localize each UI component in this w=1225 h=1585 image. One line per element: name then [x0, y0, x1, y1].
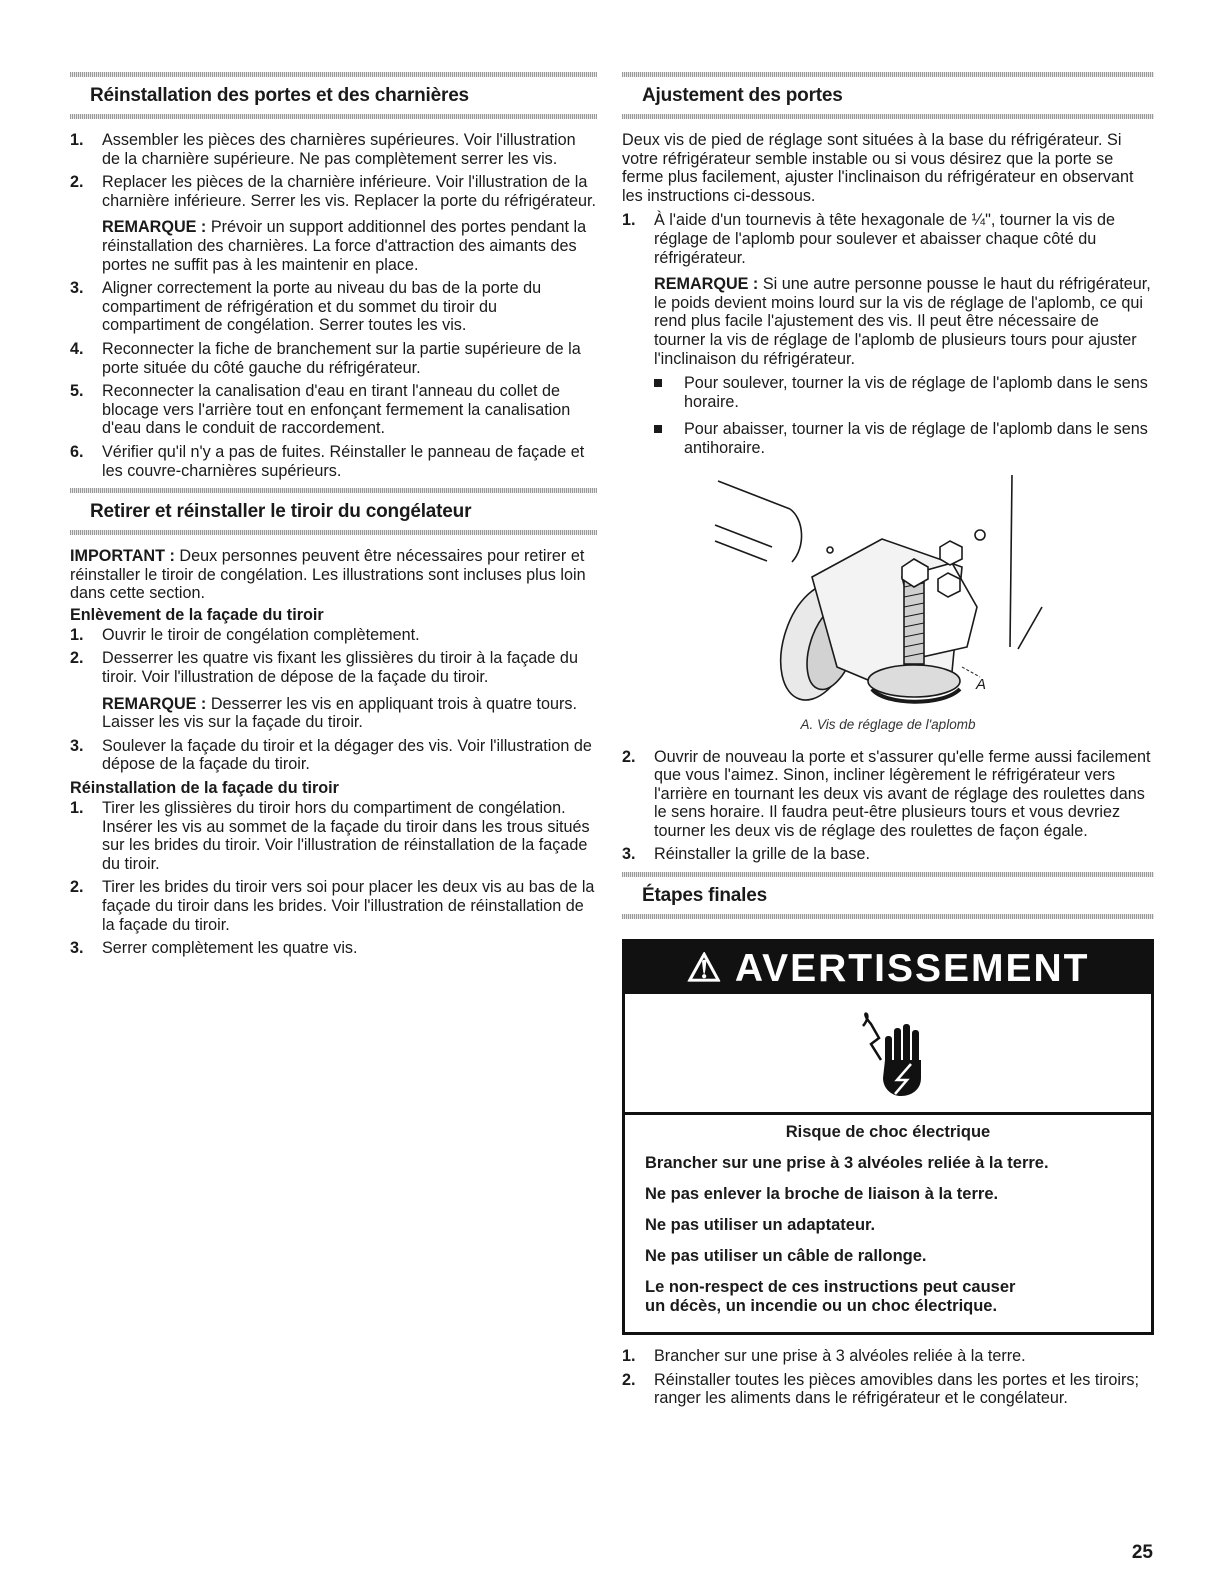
drawer-reinstall-steps — [70, 799, 597, 958]
section-rule — [70, 530, 597, 535]
list-item — [70, 340, 597, 377]
step-text: Reconnecter la canalisation d'eau en tirant l'anneau du collet de blocage vers l'arrière tout en enfonçant fermement la canalisation d'eau dans le conduit de raccordement. — [102, 382, 571, 438]
step-number: 1. — [70, 625, 84, 644]
step-text: Tirer les glissières du tiroir hors du compartiment de congélation. Insérer les vis au sommet de la façade du tiroir dans les trous situés sur les brides du tiroir. Voir l'illustration de réinstallation de la façade du tiroir. — [102, 799, 590, 873]
bullet-text: Pour abaisser, tourner la vis de réglage de l'aplomb dans le sens antihoraire. — [684, 420, 1148, 457]
right-column — [622, 72, 1154, 1413]
step-text: Réinstaller la grille de la base. — [654, 845, 870, 864]
step-text: Brancher sur une prise à 3 alvéoles reliée à la terre. — [654, 1347, 1026, 1366]
note-text: Si une autre personne pousse le haut du réfrigérateur, le poids devient moins lourd sur la vis de réglage de l'aplomb, ce qui rend plus facile l'ajustement des vis. Il peut être nécessaire de tourner la vis de réglage de l'aplomb de plusieurs tours pour ajuster l'inclinaison du réfrigérateur. — [654, 275, 1151, 368]
list-item — [622, 1347, 1154, 1366]
warning-body — [625, 1115, 1151, 1332]
warning-line: Brancher sur une prise à 3 alvéoles reliée à la terre. — [645, 1154, 1049, 1173]
step-text: Ouvrir le tiroir de congélation complètement. — [102, 625, 420, 644]
leveling-screw-drawing — [622, 467, 1154, 717]
list-item — [70, 737, 597, 774]
step-number: 1. — [70, 799, 84, 818]
note-text: Prévoir un support additionnel des portes pendant la réinstallation des charnières. La force d'attraction des aimants des portes ne suffit pas à les maintenir en place. — [102, 218, 587, 274]
note-label: REMARQUE : — [102, 694, 207, 713]
list-item — [70, 878, 597, 934]
important-notice — [70, 547, 597, 603]
section-heading-door-adjust: Ajustement des portes — [642, 85, 843, 106]
step-number: 6. — [70, 442, 84, 461]
step-number: 1. — [622, 211, 636, 230]
list-item — [70, 382, 597, 438]
important-text: Deux personnes peuvent être nécessaires pour retirer et réinstaller le tiroir de congélation. Les illustrations sont incluses plus loin dans cette section. — [70, 547, 586, 603]
step-number: 3. — [70, 939, 84, 958]
step-number: 1. — [70, 131, 84, 149]
list-item — [622, 211, 1154, 461]
section-rule — [622, 114, 1154, 119]
step-number: 2. — [70, 649, 84, 668]
door-adjust-steps-continued — [622, 748, 1154, 865]
bullet-item — [654, 420, 1154, 461]
step-number: 1. — [622, 1347, 636, 1366]
warning-line: Le non-respect de ces instructions peut causer — [645, 1278, 1016, 1297]
step-text: Serrer complètement les quatre vis. — [102, 939, 358, 958]
list-item — [70, 649, 597, 731]
figure-callout-label: A — [976, 675, 987, 693]
step-number: 3. — [622, 845, 636, 864]
final-steps — [622, 1347, 1154, 1408]
bullet-square-icon — [654, 379, 662, 387]
note — [102, 695, 597, 732]
section-rule — [622, 72, 1154, 77]
warning-line: un décès, un incendie ou un choc électrique. — [645, 1297, 998, 1316]
section-rule — [70, 114, 597, 119]
step-text: Tirer les brides du tiroir vers soi pour placer les deux vis au bas de la façade du tiroir dans les brides. Voir l'illustration de réinstallation de la façade du tiroir. — [102, 878, 595, 934]
subheading-drawer-removal: Enlèvement de la façade du tiroir — [70, 605, 324, 624]
bullet-text: Pour soulever, tourner la vis de réglage de l'aplomb dans le sens horaire. — [684, 374, 1148, 411]
section-rule — [70, 72, 597, 77]
list-item — [70, 939, 597, 958]
warning-title: AVERTISSEMENT — [734, 947, 1090, 991]
step-text: Réinstaller toutes les pièces amovibles dans les portes et les tiroirs; ranger les aliments dans le réfrigérateur et le congélateur. — [654, 1370, 1139, 1408]
section-rule — [70, 488, 597, 493]
list-item — [70, 799, 597, 873]
section-heading-door-reinstall: Réinstallation des portes et des charnières — [90, 85, 469, 106]
step-number: 2. — [70, 173, 84, 192]
step-number: 3. — [70, 736, 84, 755]
door-adjust-intro: Deux vis de pied de réglage sont situées à la base du réfrigérateur. Si votre réfrigérateur semble instable ou si vous désirez que la porte se ferme plus facilement, ajuster l'inclinaison du réfrigérateur en observant les instructions ci-dessous. — [622, 131, 1134, 205]
step-text: Replacer les pièces de la charnière inférieure. Voir l'illustration de la charnière inférieure. Serrer les vis. Replacer la porte du réfrigérateur. — [102, 173, 596, 210]
bullet-list — [654, 374, 1154, 461]
list-item — [70, 443, 597, 480]
step-number: 2. — [622, 747, 636, 766]
note-label: REMARQUE : — [654, 275, 759, 294]
left-column — [70, 72, 597, 963]
door-adjust-steps — [622, 211, 1154, 461]
bullet-item — [654, 374, 1154, 415]
door-reinstall-steps — [70, 131, 597, 480]
subheading-drawer-reinstall: Réinstallation de la façade du tiroir — [70, 779, 339, 798]
warning-line: Ne pas enlever la broche de liaison à la terre. — [645, 1185, 999, 1204]
list-item — [70, 173, 597, 274]
shock-hand-icon — [625, 994, 1157, 1112]
note — [102, 218, 597, 274]
list-item — [70, 131, 597, 168]
list-item — [70, 626, 597, 645]
warning-risk: Risque de choc électrique — [785, 1123, 991, 1142]
step-text: À l'aide d'un tournevis à tête hexagonale de ¼", tourner la vis de réglage de l'aplomb pour soulever et abaisser chaque côté du réfrigérateur. — [654, 211, 1115, 267]
section-heading-freezer-drawer: Retirer et réinstaller le tiroir du congélateur — [90, 501, 472, 523]
step-number: 3. — [70, 279, 84, 298]
warning-line: Ne pas utiliser un câble de rallonge. — [645, 1247, 927, 1266]
drawer-removal-steps — [70, 626, 597, 774]
list-item — [622, 845, 1154, 864]
note-label: REMARQUE : — [102, 218, 207, 237]
figure-caption: A. Vis de réglage de l'aplomb — [800, 716, 976, 732]
step-text: Aligner correctement la porte au niveau du bas de la porte du compartiment de réfrigération et du sommet du tiroir du compartiment de congélation. Serrer toutes les vis. — [102, 279, 542, 335]
warning-box — [622, 939, 1154, 1335]
step-text: Vérifier qu'il n'y a pas de fuites. Réinstaller le panneau de façade et les couvre-charnières supérieurs. — [102, 442, 585, 480]
section-heading-final-steps: Étapes finales — [642, 885, 767, 907]
note-text: Desserrer les vis en appliquant trois à quatre tours. Laisser les vis sur la façade du tiroir. — [102, 694, 578, 732]
bullet-square-icon — [654, 425, 662, 433]
step-text: Reconnecter la fiche de branchement sur la partie supérieure de la porte située du côté gauche du réfrigérateur. — [102, 339, 581, 377]
step-number: 5. — [70, 382, 84, 401]
step-number: 4. — [70, 339, 84, 358]
warning-line: Ne pas utiliser un adaptateur. — [645, 1216, 876, 1235]
step-text: Ouvrir de nouveau la porte et s'assurer qu'elle ferme aussi facilement que vous l'aimez. Sinon, incliner légèrement le réfrigérateur vers l'arrière en tournant les deux vis avant de réglage des roulettes dans le sens horaire. Il faudra peut-être plusieurs tours et vous devriez tourner les deux vis de réglage des roulettes de façon égale. — [654, 747, 1151, 840]
warning-header — [625, 942, 1151, 994]
list-item — [622, 1371, 1154, 1408]
section-rule — [622, 914, 1154, 919]
note — [654, 275, 1154, 368]
step-number: 2. — [70, 878, 84, 897]
warning-triangle-icon: ⚠ — [686, 947, 724, 991]
step-text: Desserrer les quatre vis fixant les glissières du tiroir à la façade du tiroir. Voir l'illustration de dépose de la façade du tiroir. — [102, 649, 578, 687]
electric-shock-icon — [625, 994, 1151, 1115]
step-text: Assembler les pièces des charnières supérieures. Voir l'illustration de la charnière supérieure. Ne pas complètement serrer les vis. — [102, 131, 576, 168]
list-item — [622, 748, 1154, 841]
page-number: 25 — [1131, 1542, 1153, 1563]
step-number: 2. — [622, 1370, 636, 1389]
step-text: Soulever la façade du tiroir et la dégager des vis. Voir l'illustration de dépose de la façade du tiroir. — [102, 736, 592, 774]
list-item — [70, 279, 597, 335]
leveling-screw-illustration — [622, 467, 1154, 717]
section-rule — [622, 872, 1154, 877]
important-label: IMPORTANT : — [70, 547, 175, 566]
